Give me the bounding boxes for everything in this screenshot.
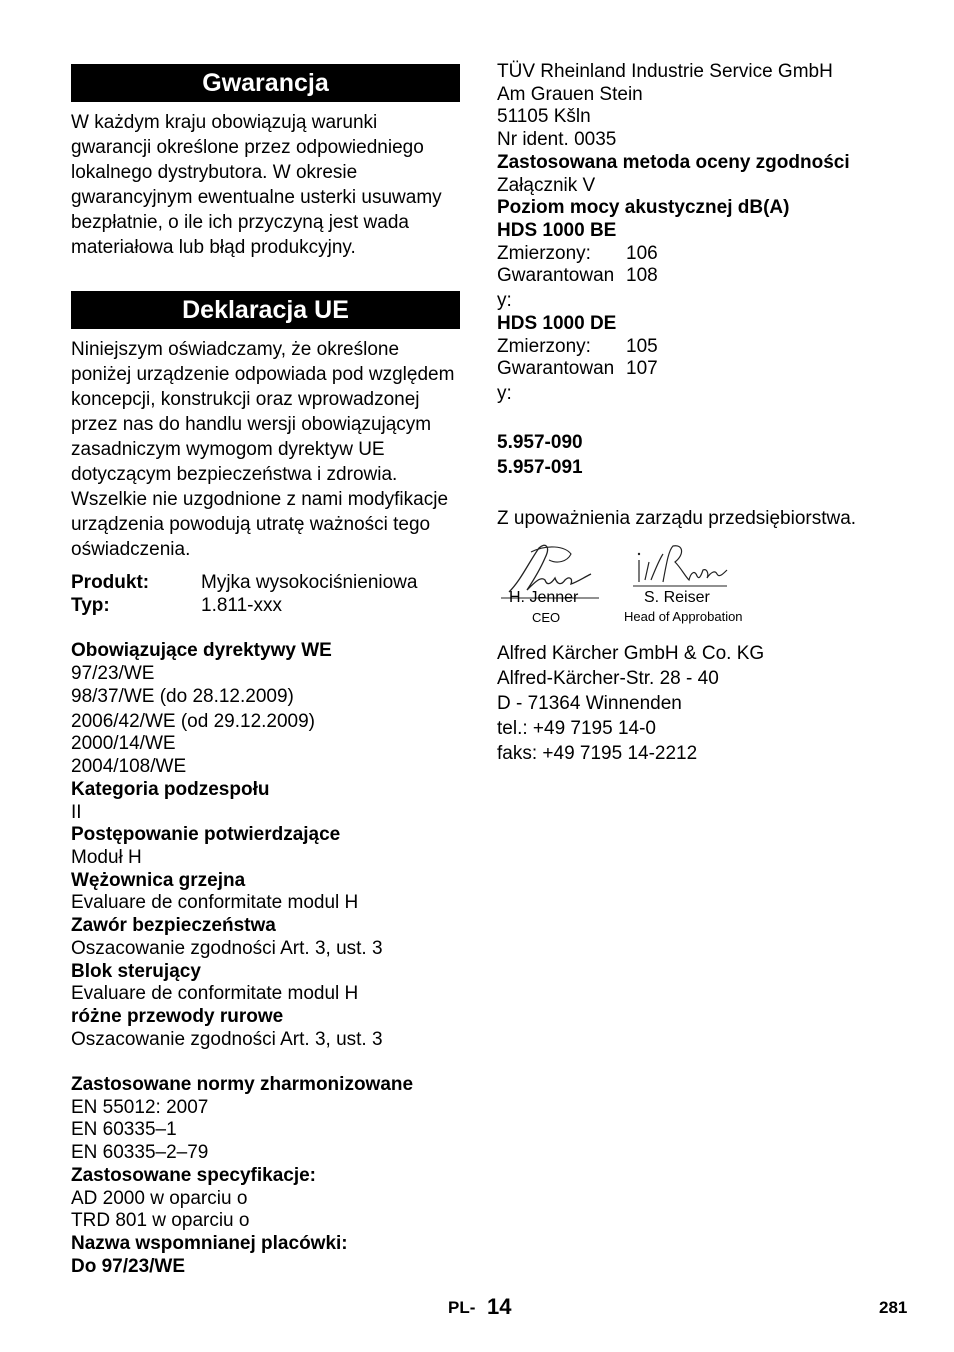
model2-measured: 105 [626,336,658,357]
coil-value: Evaluare de conformitate modul H [71,892,359,913]
control-value: Evaluare de conformitate modul H [71,983,359,1004]
company-line: tel.: +49 7195 14-0 [497,718,656,739]
directive-item: 2004/108/WE [71,756,187,777]
directive-item: 98/37/WE (do 28.12.2009) [71,686,294,707]
product-label: Produkt: [71,572,150,593]
control-heading: Blok sterujący [71,961,201,982]
standards-heading: Zastosowane normy zharmonizowane [71,1074,414,1095]
pipes-value: Oszacowanie zgodności Art. 3, ust. 3 [71,1029,383,1050]
model2-guaranteed: 107 [626,358,658,379]
measured-label: Zmierzony: [497,243,591,264]
warranty-text: W każdym kraju obowiązują warunki gwarancji określone przez odpowiedniego lokalnego dystrybutora. W okresie gwarancyjnym ewentualne usterki usuwamy bezpłatnie, o ile ich przyczyną jest wada materiałowa lub błąd produkcyjny. [71,112,442,258]
procedure-value: Moduł H [71,847,142,868]
directive-item: 2006/42/WE (od 29.12.2009) [71,711,316,732]
valve-value: Oszacowanie zgodności Art. 3, ust. 3 [71,938,383,959]
type-label: Typ: [71,595,110,616]
notified-body-heading: Nazwa wspomnianej placówki: [71,1233,348,1254]
type-value: 1.811-xxx [201,595,282,616]
declaration-heading: Deklaracja UE [71,291,460,329]
notified-body-line: Nr ident. 0035 [497,129,617,150]
assessment-heading: Zastosowana metoda oceny zgodności [497,152,850,173]
model1-guaranteed: 108 [626,265,658,286]
model1-measured: 106 [626,243,658,264]
category-value: II [71,802,82,823]
assessment-value: Załącznik V [497,175,596,196]
product-value: Myjka wysokociśnieniowa [201,572,418,593]
directive-item: 2000/14/WE [71,733,176,754]
signer2-name: S. Reiser [644,589,710,606]
model2-name: HDS 1000 DE [497,313,617,334]
guaranteed-label: Gwarantowan [497,265,615,286]
spec-item: TRD 801 w oparciu o [71,1210,250,1231]
company-line: D - 71364 Winnenden [497,693,682,714]
directives-heading: Obowiązujące dyrektywy WE [71,640,332,661]
standard-item: EN 60335–2–79 [71,1142,209,1163]
procedure-heading: Postępowanie potwierdzające [71,824,341,845]
directive-item: 97/23/WE [71,663,155,684]
guaranteed-label-cont: y: [497,383,512,404]
notified-body-line: TÜV Rheinland Industrie Service GmbH [497,61,833,82]
authorization-text: Z upoważnienia zarządu przedsiębiorstwa. [497,508,857,529]
standard-item: EN 55012: 2007 [71,1097,209,1118]
standard-item: EN 60335–1 [71,1119,177,1140]
category-heading: Kategoria podzespołu [71,779,270,800]
footer-page-number: 281 [879,1298,908,1317]
notified-body-line: Am Grauen Stein [497,84,643,105]
model1-name: HDS 1000 BE [497,220,617,241]
coil-heading: Wężownica grzejna [71,870,246,891]
warranty-heading: Gwarancja [71,64,460,102]
company-line: Alfred-Kärcher-Str. 28 - 40 [497,668,719,689]
signer1-title: CEO [532,610,561,625]
part-number: 5.957-091 [497,457,583,478]
measured-label: Zmierzony: [497,336,591,357]
pipes-heading: różne przewody rurowe [71,1006,284,1027]
sound-heading: Poziom mocy akustycznej dB(A) [497,197,790,218]
company-line: Alfred Kärcher GmbH & Co. KG [497,643,765,664]
footer-lang: PL- [448,1298,476,1317]
spec-item: AD 2000 w oparciu o [71,1188,248,1209]
guaranteed-label-cont: y: [497,290,512,311]
signer1-name: H. Jenner [509,589,579,606]
notified-body-value: Do 97/23/WE [71,1256,186,1277]
company-line: faks: +49 7195 14-2212 [497,743,698,764]
signature-reiser [633,540,733,590]
valve-heading: Zawór bezpieczeństwa [71,915,276,936]
part-number: 5.957-090 [497,432,583,453]
notified-body-line: 51105 Kšln [497,106,591,127]
footer-local-page: 14 [487,1294,512,1319]
signer2-title: Head of Approbation [624,609,743,624]
guaranteed-label: Gwarantowan [497,358,615,379]
declaration-text: Niniejszym oświadczamy, że określone poniżej urządzenie odpowiada pod względem koncepcji, konstrukcji oraz wprowadzonej przez nas do handlu wersji obowiązującym zasadniczym wymogom dyrektyw UE dotyczącym bezpieczeństwa i zdrowia. Wszelkie nie uzgodnione z nami modyfikacje urządzenia powodują utratę ważności tego oświadczenia. [71,339,455,560]
specs-heading: Zastosowane specyfikacje: [71,1165,316,1186]
